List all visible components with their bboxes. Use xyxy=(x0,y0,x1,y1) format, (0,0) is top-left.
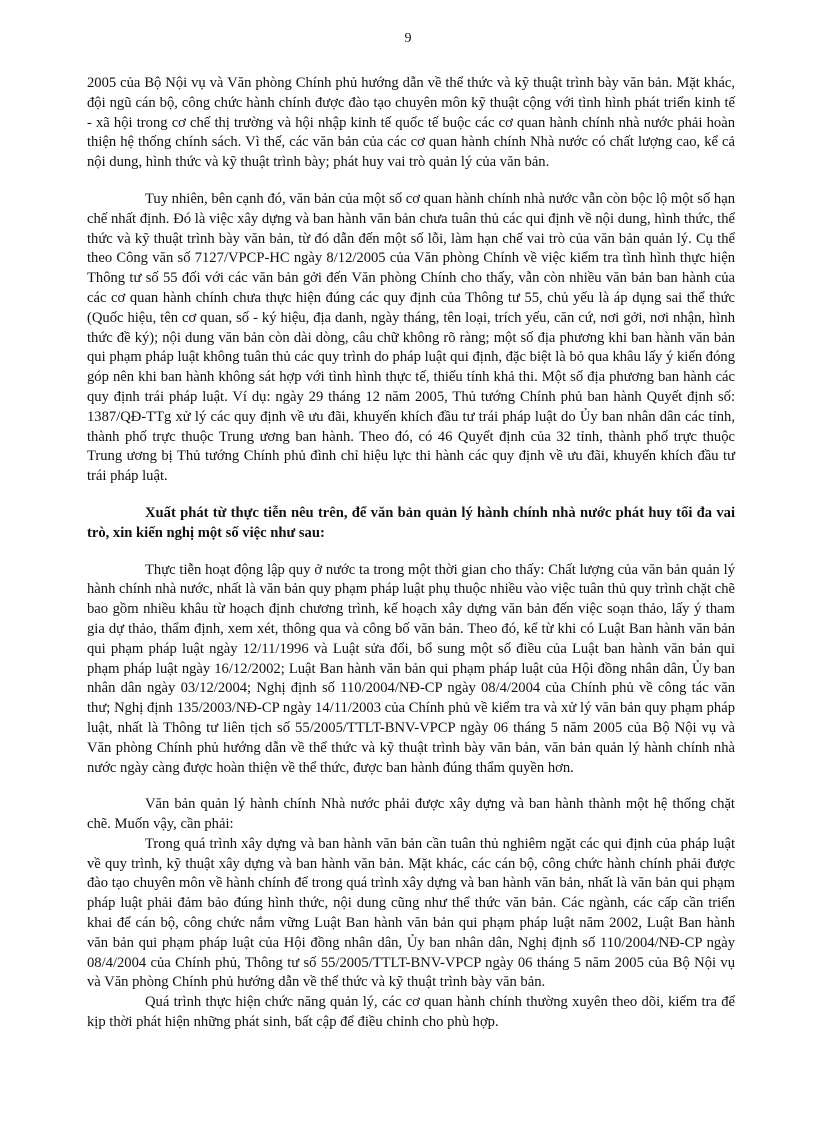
document-body xyxy=(87,74,735,1033)
paragraph-system-requirement: Văn bản quản lý hành chính Nhà nước phải được xây dựng và ban hành thành một hệ thống chặt chẽ. Muốn vậy, cần phải: xyxy=(87,796,735,833)
section-heading-recommendations: Xuất phát từ thực tiễn nêu trên, để văn bản quản lý hành chính nhà nước phát huy tối đa vai trò, xin kiến nghị một số việc như sau: xyxy=(87,504,735,541)
paragraph-regulatory-practice: Thực tiễn hoạt động lập quy ở nước ta trong một thời gian cho thấy: Chất lượng của văn bản quản lý hành chính nhà nước, nhất là văn bản quy phạm pháp luật phụ thuộc nhiều vào việc tuân thủ quy trình chặt chẽ bao gồm nhiều khâu từ hoạch định chương trình, kế hoạch xây dựng văn bản đến việc soạn thảo, lấy ý tham gia dự thảo, thẩm định, xem xét, thông qua và công bố văn bản. Theo đó, kể từ khi có Luật Ban hành văn bản qui phạm pháp luật ngày 12/11/1996 và Luật sửa đổi, bổ sung một số điều của Luật ban hành văn bản qui phạm pháp luật ngày 16/12/2002; Luật Ban hành văn bản qui phạm pháp luật của Hội đồng nhân dân, Ủy ban nhân dân ngày 03/12/2004; Nghị định số 110/2004/NĐ-CP ngày 08/4/2004 của Chính phủ về công tác văn thư; Nghị định 135/2003/NĐ-CP ngày 14/11/2003 của Chính phủ về kiểm tra và xử lý văn bản quy phạm pháp luật, nhất là Thông tư liên tịch số 55/2005/TTLT-BNV-VPCP ngày 06 tháng 5 năm 2005 của Bộ Nội vụ và Văn phòng Chính phủ hướng dẫn về thể thức và kỹ thuật trình bày văn bản, văn bản quản lý hành chính nhà nước ngày càng được hoàn thiện về thể thức, được ban hành đúng thẩm quyền hơn. xyxy=(87,561,735,776)
paragraph-monitoring: Quá trình thực hiện chức năng quản lý, các cơ quan hành chính thường xuyên theo dõi, kiểm tra để kịp thời phát hiện những phát sinh, bất cập để điều chỉnh cho phù hợp. xyxy=(87,994,735,1031)
paragraph-compliance: Trong quá trình xây dựng và ban hành văn bản cần tuân thủ nghiêm ngặt các qui định của pháp luật về quy trình, kỹ thuật xây dựng và ban hành văn bản. Mặt khác, các cán bộ, công chức hành chính phải được đào tạo chuyên môn về hành chính để trong quá trình xây dựng và ban hành văn bản, nhất là văn bản qui phạm pháp luật phải đảm bảo đúng hình thức, nội dung cũng như thể thức văn bản. Các ngành, các cấp cần triển khai để cán bộ, công chức nắm vững Luật Ban hành văn bản qui phạm pháp luật năm 2002, Luật Ban hành văn bản qui phạm pháp luật của Hội đồng nhân dân, Ủy ban nhân dân, Nghị định số 110/2004/NĐ-CP ngày 08/4/2004 của Chính phủ, Thông tư số 55/2005/TTLT-BNV-VPCP ngày 06 tháng 5 năm 2005 của Bộ Nội vụ và Văn phòng Chính phủ hướng dẫn về thể thức và kỹ thuật trình bày văn bản. xyxy=(87,835,735,991)
paragraph-intro: 2005 của Bộ Nội vụ và Văn phòng Chính phủ hướng dẫn về thể thức và kỹ thuật trình bày văn bản. Mặt khác, đội ngũ cán bộ, công chức hành chính được đào tạo chuyên môn kỹ thuật cộng với tình hình phát triển kinh tế - xã hội trong cơ chế thị trường và hội nhập kinh tế quốc tế buộc các cơ quan hành chính nhà nước phải hoàn thiện hệ thống chính sách. Vì thế, các văn bản của các cơ quan hành chính Nhà nước có chất lượng cao, kể cả nội dung, hình thức và kỹ thuật trình bày; phát huy vai trò quản lý của văn bản. xyxy=(87,75,735,171)
paragraph-limitations: Tuy nhiên, bên cạnh đó, văn bản của một số cơ quan hành chính nhà nước vẫn còn bộc lộ một số hạn chế nhất định. Đó là việc xây dựng và ban hành văn bản chưa tuân thủ các qui định về nội dung, hình thức, thể thức và kỹ thuật trình bày văn bản, từ đó dẫn đến một số lỗi, làm hạn chế vai trò của văn bản quản lý. Cụ thể theo Công văn số 7127/VPCP-HC ngày 8/12/2005 của Văn phòng Chính về việc kiểm tra tình hình thực hiện Thông tư số 55 đối với các văn bản gởi đến Văn phòng Chính cho thấy, vẫn còn nhiều văn bản ban hành của các cơ quan hành chính chưa thực hiện đúng các quy định của Thông tư 55, chủ yếu là áp dụng sai thể thức (Quốc hiệu, tên cơ quan, số - ký hiệu, địa danh, ngày tháng, tên loại, trích yếu, căn cứ, nơi gởi, nơi nhận, hình thức đề ký); nội dung văn bản còn dài dòng, câu chữ không rõ ràng; một số địa phương khi ban hành văn bản qui phạm pháp luật không tuân thủ các quy trình do pháp luật qui định, đặc biệt là bỏ qua khâu lấy ý kiến đóng góp nên khi ban hành không sát hợp với tình hình thực tế, thiếu tính khả thi. Một số địa phương ban hành các quy định trái pháp luật. Ví dụ: ngày 29 tháng 12 năm 2005, Thủ tướng Chính phủ ban hành Quyết định số: 1387/QĐ-TTg xử lý các quy định về ưu đãi, khuyến khích đầu tư trái pháp luật do Ủy ban nhân dân các tỉnh, thành phố trực thuộc Trung ương ban hành. Theo đó, có 46 Quyết định của 32 tỉnh, thành phố trực thuộc Trung ương bị Thủ tướng Chính phủ đình chỉ hiệu lực thi hành các quy định về ưu đãi, khuyến khích đầu tư trái pháp luật. xyxy=(87,190,735,485)
page-number: 9 xyxy=(404,31,412,46)
